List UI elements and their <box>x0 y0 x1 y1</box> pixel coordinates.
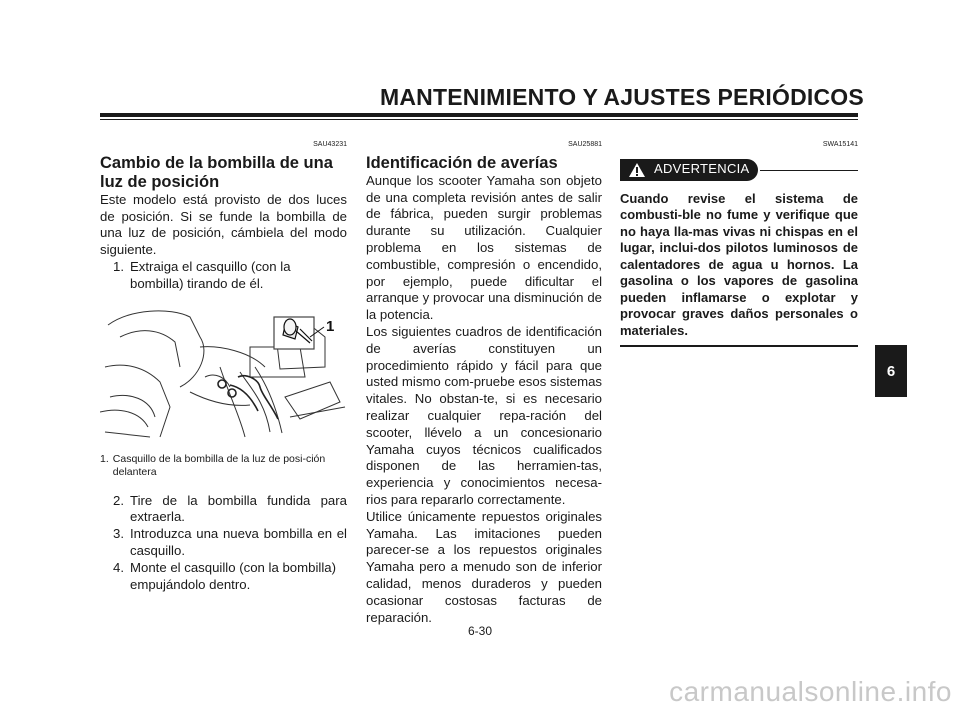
warning-bottom-rule <box>620 345 858 347</box>
section-code: SAU43231 <box>313 141 347 148</box>
warning-text: Cuando revise el sistema de combusti-ble no fume y verifique que no haya lla-mas vivas ni chispas en el lugar, inclui-dos pilotos luminosos de calentadores de agua u hornos. La gasolina o los vapores de gasolina pueden inflamarse o explotar y provocar graves daños personales o materiales. <box>620 190 858 338</box>
step-1 <box>100 259 347 293</box>
step-number: 4. <box>113 559 124 575</box>
paragraph-3: Utilice únicamente repuestos originales Yamaha. Las imitaciones pueden parecer-se a los repuestos originales Yamaha pero a menudo son de inferior calidad, menos duraderos y pueden ocasionar costosas facturas de reparación. <box>366 508 602 625</box>
section-heading: Identificación de averías <box>366 153 558 172</box>
watermark: carmanualsonline.info <box>669 676 952 707</box>
section-code: SWA15141 <box>822 141 858 148</box>
chapter-tab[interactable]: 6 <box>875 345 907 397</box>
column-bulb-replacement <box>100 137 347 593</box>
scooter-front-lamp-drawing <box>100 307 347 443</box>
column-troubleshooting <box>366 137 602 626</box>
figure-callout-number: 1 <box>326 317 335 335</box>
warning-triangle-icon <box>628 162 646 178</box>
heading-line-1: Cambio de la bombilla de una <box>100 153 333 172</box>
step-text: Introduzca una nueva bombilla en el casquillo. <box>130 526 347 558</box>
caption-number: 1. <box>100 452 109 465</box>
figure-caption <box>100 453 347 479</box>
header-rule <box>100 113 858 117</box>
warning-header <box>620 157 858 185</box>
section-code: SAU25881 <box>568 141 602 148</box>
step-text: Monte el casquillo (con la bombilla) empujándolo dentro. <box>130 559 336 592</box>
page-number: 6-30 <box>467 624 493 638</box>
paragraph-2: Los siguientes cuadros de identificación de averías constituyen un procedimiento rápido y fácil para que usted mismo com-pruebe esos sistemas vitales. No obstan-te, si es necesario realizar cualquier repa-ración del scooter, llévelo a un concesionario Yamaha cuyos técnicos cualificados disponen de las herramien-tas, experiencia y conocimientos necesa-rios para repararlo correctamente. <box>366 323 602 507</box>
intro-paragraph: Este modelo está provisto de dos luces de posición. Si se funde la bombilla de una luz de posición, cámbiela del modo siguiente. <box>100 191 347 258</box>
warning-rule <box>760 170 858 172</box>
paragraph-1: Aunque los scooter Yamaha son objeto de una completa revisión antes de salir de fábrica, pueden surgir problemas durante su utilización. Cualquier problema en los sistemas de combustible, compresión o encendido, por ejemplo, puede dificultar el arranque y provocar una disminución de la potencia. <box>366 172 602 323</box>
step-number: 1. <box>113 258 124 274</box>
header-rule-thin <box>100 119 858 120</box>
column-warning <box>620 137 858 347</box>
step-text: Tire de la bombilla fundida para extraerla. <box>130 492 347 525</box>
step-3 <box>100 526 347 560</box>
section-heading <box>100 154 347 192</box>
step-2 <box>100 493 347 527</box>
step-number: 2. <box>113 492 124 508</box>
step-4 <box>100 560 347 594</box>
page-header-title: MANTENIMIENTO Y AJUSTES PERIÓDICOS <box>380 84 864 110</box>
caption-text: Casquillo de la bombilla de la luz de posi-ción delantera <box>112 452 326 478</box>
bulb-socket-illustration <box>100 307 347 443</box>
warning-label: ADVERTENCIA <box>654 161 750 177</box>
step-text: Extraiga el casquillo (con la bombilla) tirando de él. <box>130 258 291 291</box>
step-number: 3. <box>113 526 124 542</box>
heading-line-2: luz de posición <box>100 172 220 191</box>
warning-badge <box>620 159 758 181</box>
